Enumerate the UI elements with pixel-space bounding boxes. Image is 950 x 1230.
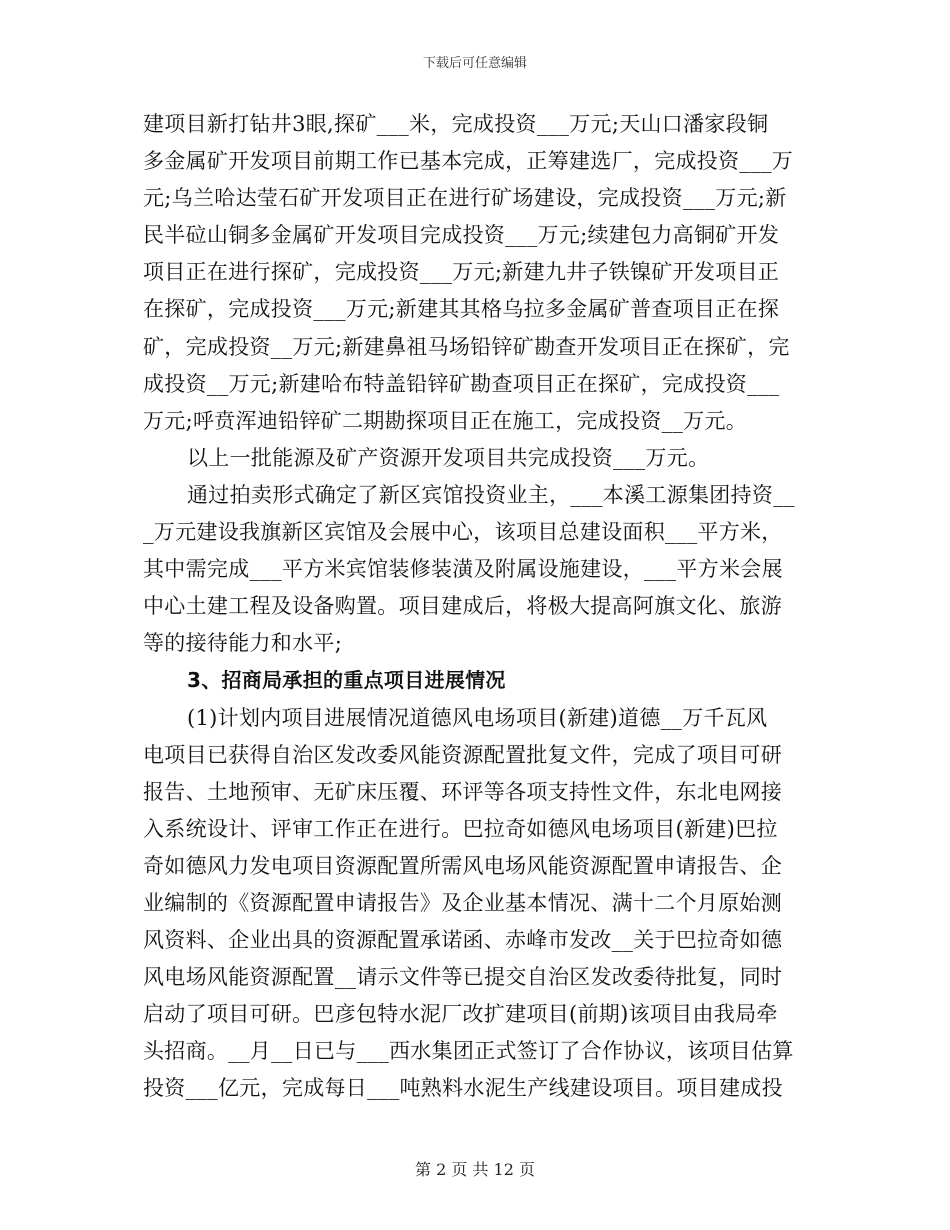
paragraph-line: 其中需完成___平方米宾馆装修装潢及附属设施建设，___平方米会展 [143,557,783,582]
paragraph-line: _万元建设我旗新区宾馆及会展中心，该项目总建设面积___平方米， [143,520,783,545]
document-body [143,106,811,1108]
paragraph-line: 头招商。__月__日已与___西水集团正式签订了合作协议，该项目估算 [143,1039,794,1064]
paragraph-line: 成投资__万元;新建哈布特盖铅锌矿勘查项目正在探矿，完成投资___ [143,371,780,396]
paragraph-line: 通过拍卖形式确定了新区宾馆投资业主，___本溪工源集团持资__ [187,482,795,507]
paragraph-line: (1)计划内项目进展情况道德风电场项目(新建)道德__万千瓦风 [187,705,768,730]
paragraph-line: 万元;呼贲浑迪铅锌矿二期勘探项目正在施工，完成投资__万元。 [143,408,748,433]
page-footer: 第 2 页 共 12 页 [415,1160,535,1179]
paragraph-line: 中心土建工程及设备购置。项目建成后，将极大提高阿旗文化、旅游 [143,594,782,619]
paragraph-line: 电项目已获得自治区发改委风能资源配置批复文件，完成了项目可研 [143,742,782,767]
paragraph-line: 矿，完成投资__万元;新建鼻祖马场铅锌矿勘查开发项目正在探矿，完 [143,334,790,359]
paragraph-line: 业编制的《资源配置申请报告》及企业基本情况、满十二个月原始测 [143,890,782,915]
paragraph-line: 多金属矿开发项目前期工作已基本完成，正筹建选厂，完成投资___万 [143,149,794,174]
paragraph-line: 项目正在进行探矿，完成投资___万元;新建九井子铁镍矿开发项目正 [143,260,780,285]
section-heading: 3、招商局承担的重点项目进展情况 [187,668,506,693]
paragraph-line: 报告、土地预审、无矿床压覆、环评等各项支持性文件，东北电网接 [143,779,782,804]
paragraph-line: 建项目新打钻井3眼,探矿___米，完成投资___万元;天山口潘家段铜 [143,112,769,136]
paragraph-line: 投资___亿元，完成每日___吨熟料水泥生产线建设项目。项目建成投 [143,1076,783,1101]
paragraph-line: 以上一批能源及矿产资源开发项目共完成投资___万元。 [187,445,710,470]
paragraph-line: 风资料、企业出具的资源配置承诺函、赤峰市发改__关于巴拉奇如德 [143,928,783,953]
paragraph-line: 民半砬山铜多金属矿开发项目完成投资___万元;续建包力高铜矿开发 [143,223,780,248]
paragraph-line: 在探矿，完成投资___万元;新建其其格乌拉多金属矿普查项目正在探 [143,297,780,322]
paragraph-line: 启动了项目可研。巴彦包特水泥厂改扩建项目(前期)该项目由我局牵 [143,1002,778,1027]
page-header: 下载后可任意编辑 [422,56,527,71]
paragraph-line: 奇如德风力发电项目资源配置所需风电场风能资源配置申请报告、企 [143,853,782,878]
paragraph-line: 等的接待能力和水平; [143,631,343,656]
paragraph-line: 风电场风能资源配置__请示文件等已提交自治区发改委待批复，同时 [143,965,783,990]
paragraph-line: 入系统设计、评审工作正在进行。巴拉奇如德风电场项目(新建)巴拉 [143,816,778,841]
paragraph-line: 元;乌兰哈达莹石矿开发项目正在进行矿场建设，完成投资___万元;新 [143,186,787,211]
